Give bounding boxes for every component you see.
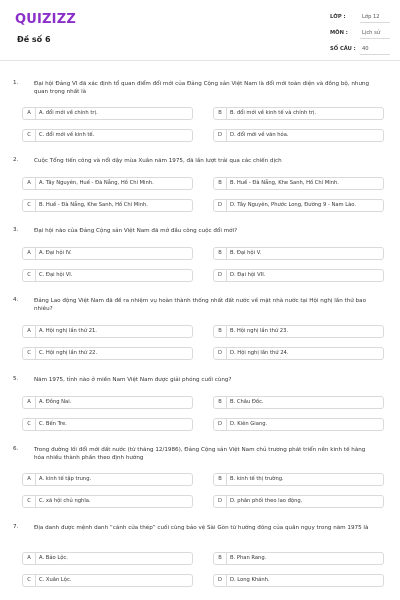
option-text: C. xã hội chủ nghĩa. <box>39 498 91 504</box>
option-text: A. Bảo Lộc. <box>39 555 68 561</box>
option-text: C. Hội nghị lần thứ 22. <box>39 350 98 356</box>
option-a[interactable] <box>22 177 193 190</box>
option-c[interactable] <box>22 574 193 587</box>
option-letter: C <box>23 575 36 586</box>
question-number: 4. <box>13 297 19 303</box>
question-text: Trong đường lối đổi mới đất nước (từ tháng 12/1986), Đảng Cộng sản Việt Nam chủ trương phát triển nền kinh tế hàng hóa nhiều thành phần theo định hướng <box>34 447 366 462</box>
option-letter: D <box>214 496 227 507</box>
option-text: D. Long Khánh. <box>230 577 270 583</box>
option-text: A. đổi mới về chính trị. <box>39 110 98 116</box>
option-text: D. Tây Nguyên, Phước Long, Đường 9 - Nam Lào. <box>230 202 357 208</box>
meta-subject <box>330 30 390 42</box>
question-number: 6. <box>13 446 19 452</box>
question-text: Cuộc Tổng tiến công và nổi dậy mùa Xuân năm 1975, đã lần lượt trải qua các chiến dịch <box>34 158 282 164</box>
option-c[interactable] <box>22 129 193 142</box>
meta-divider <box>360 54 390 55</box>
option-letter: D <box>214 575 227 586</box>
worksheet-header <box>0 0 400 61</box>
option-letter: D <box>214 419 227 430</box>
option-letter: B <box>214 178 227 189</box>
option-a[interactable] <box>22 247 193 260</box>
question-number: 1. <box>13 80 19 86</box>
option-text: B. Huế - Đà Nẵng, Khe Sanh, Hồ Chí Minh. <box>39 202 148 208</box>
meta-label: MÔN : <box>330 30 348 36</box>
option-text: A. Đồng Nai. <box>39 399 72 405</box>
meta-value: Lớp 12 <box>362 14 380 20</box>
option-d[interactable] <box>213 129 384 142</box>
option-text: A. Đại hội IV. <box>39 250 72 256</box>
option-b[interactable] <box>213 107 384 120</box>
meta-label: LỚP : <box>330 14 346 20</box>
option-text: A. Hội nghị lần thứ 21. <box>39 328 97 334</box>
meta-label: SỐ CÂU : <box>330 46 356 52</box>
quizizz-logo: QUIZIZZ <box>15 12 76 27</box>
option-letter: A <box>23 178 36 189</box>
meta-value: 40 <box>362 46 369 52</box>
option-d[interactable] <box>213 347 384 360</box>
question-number: 7. <box>13 524 19 530</box>
option-text: B. Châu Đốc. <box>230 399 264 405</box>
option-text: B. đổi mới về kinh tế và chính trị. <box>230 110 317 116</box>
option-a[interactable] <box>22 473 193 486</box>
question-number: 5. <box>13 376 19 382</box>
option-letter: B <box>214 397 227 408</box>
option-c[interactable] <box>22 418 193 431</box>
question-text: Năm 1975, tỉnh nào ở miền Nam Việt Nam được giải phóng cuối cùng? <box>34 377 232 383</box>
question-text: Đại hội Đảng VI đã xác định tổ quan điểm đổi mới của Đảng Cộng sản Việt Nam là đổi mới toàn diện và đồng bộ, nhưng quan trọng nhất là <box>34 81 370 96</box>
option-b[interactable] <box>213 325 384 338</box>
meta-value: Lịch sử <box>362 30 381 36</box>
option-d[interactable] <box>213 574 384 587</box>
option-letter: C <box>23 200 36 211</box>
option-letter: A <box>23 326 36 337</box>
option-c[interactable] <box>22 495 193 508</box>
option-text: C. đổi mới về kinh tế. <box>39 132 95 138</box>
option-c[interactable] <box>22 269 193 282</box>
option-text: C. Xuân Lộc. <box>39 577 72 583</box>
option-letter: B <box>214 474 227 485</box>
option-letter: C <box>23 496 36 507</box>
option-letter: C <box>23 419 36 430</box>
option-text: A. Tây Nguyên, Huế - Đà Nẵng, Hồ Chí Minh. <box>39 180 154 186</box>
option-text: A. kinh tế tập trung. <box>39 476 92 482</box>
option-text: D. Đại hội VII. <box>230 272 266 278</box>
option-text: B. Đại hội V. <box>230 250 262 256</box>
option-letter: A <box>23 248 36 259</box>
option-letter: A <box>23 553 36 564</box>
option-text: B. Huế - Đà Nẵng, Khe Sanh, Hồ Chí Minh. <box>230 180 339 186</box>
option-a[interactable] <box>22 325 193 338</box>
option-letter: A <box>23 108 36 119</box>
meta-divider <box>360 22 390 23</box>
option-text: B. kinh tế thị trường. <box>230 476 284 482</box>
option-b[interactable] <box>213 177 384 190</box>
option-text: B. Hội nghị lần thứ 23. <box>230 328 289 334</box>
option-letter: D <box>214 348 227 359</box>
option-letter: C <box>23 348 36 359</box>
meta-divider <box>360 38 390 39</box>
option-d[interactable] <box>213 269 384 282</box>
option-letter: D <box>214 130 227 141</box>
option-b[interactable] <box>213 396 384 409</box>
option-letter: A <box>23 397 36 408</box>
option-letter: C <box>23 130 36 141</box>
option-d[interactable] <box>213 495 384 508</box>
option-letter: B <box>214 248 227 259</box>
option-d[interactable] <box>213 418 384 431</box>
option-b[interactable] <box>213 552 384 565</box>
question-number: 3. <box>13 227 19 233</box>
option-text: B. Phan Rang. <box>230 555 267 561</box>
option-a[interactable] <box>22 552 193 565</box>
option-b[interactable] <box>213 247 384 260</box>
option-text: D. Hội nghị lần thứ 24. <box>230 350 289 356</box>
option-c[interactable] <box>22 347 193 360</box>
meta-class <box>330 14 390 26</box>
question-number: 2. <box>13 157 19 163</box>
option-letter: B <box>214 326 227 337</box>
question-text: Đại hội nào của Đảng Cộng sản Việt Nam đã mở đầu công cuộc đổi mới? <box>34 228 238 234</box>
option-a[interactable] <box>22 396 193 409</box>
meta-question-count <box>330 46 390 58</box>
option-letter: B <box>214 108 227 119</box>
question-text: Đảng Lao động Việt Nam đã đề ra nhiệm vụ hoàn thành thống nhất đất nước về mặt nhà nước tại Hội nghị lần thứ bao nhiêu? <box>34 298 367 313</box>
option-b[interactable] <box>213 473 384 486</box>
question-text: Địa danh được mệnh danh “cánh cửa thép” cuối cùng bảo vệ Sài Gòn từ hướng đông của quân ngụy trong năm 1975 là <box>34 525 369 531</box>
option-text: C. Bến Tre. <box>39 421 67 427</box>
option-letter: C <box>23 270 36 281</box>
option-d[interactable] <box>213 199 384 212</box>
option-letter: D <box>214 270 227 281</box>
option-letter: D <box>214 200 227 211</box>
option-text: C. Đại hội VI. <box>39 272 73 278</box>
option-text: D. phân phối theo lao động. <box>230 498 303 504</box>
page-title: Đề số 6 <box>17 35 51 44</box>
option-text: D. Kiên Giang. <box>230 421 268 427</box>
option-text: D. đổi mới về văn hóa. <box>230 132 289 138</box>
option-a[interactable] <box>22 107 193 120</box>
option-letter: B <box>214 553 227 564</box>
option-letter: A <box>23 474 36 485</box>
option-c[interactable] <box>22 199 193 212</box>
